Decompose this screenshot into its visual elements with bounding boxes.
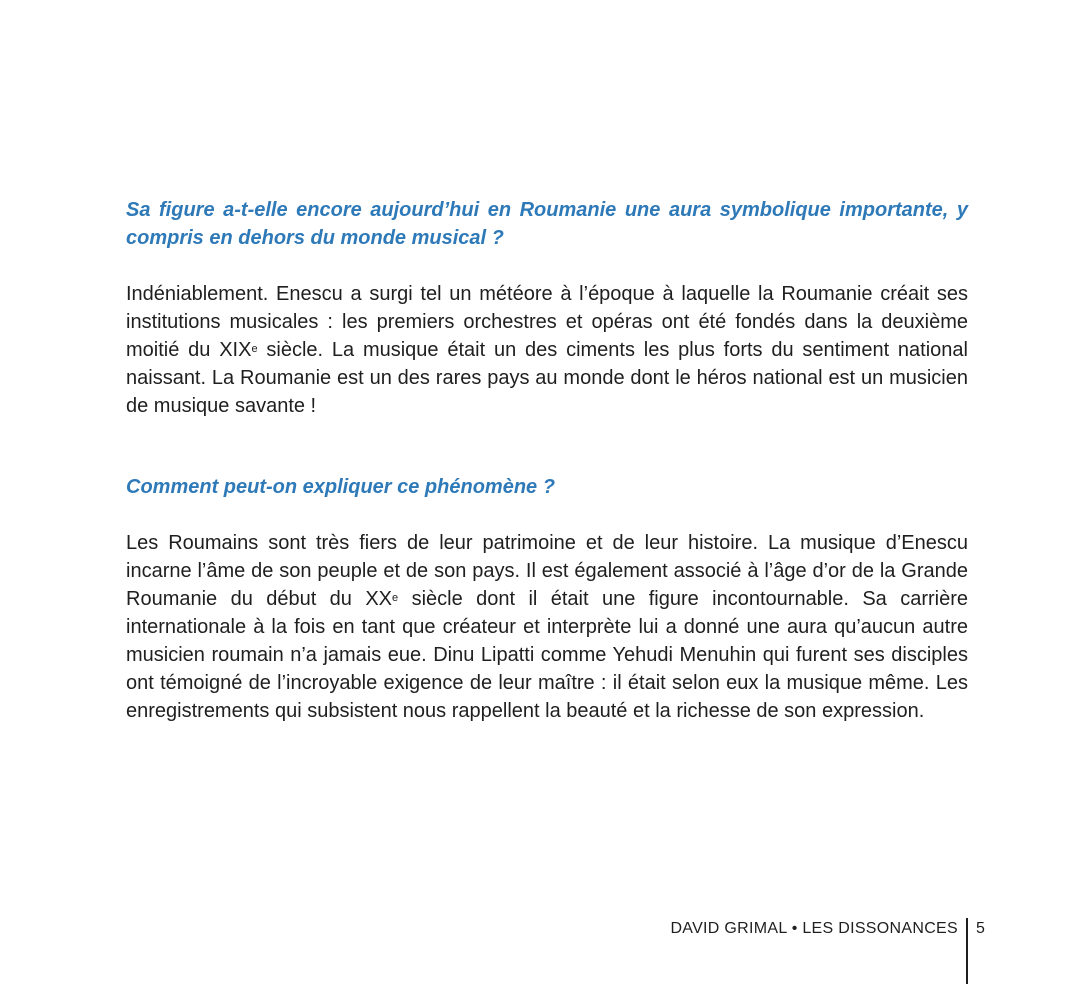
answer-2-superscript: e	[392, 592, 399, 605]
footer-divider	[966, 918, 968, 984]
answer-paragraph-2	[126, 529, 968, 725]
running-title: DAVID GRIMAL • LES DISSONANCES	[670, 920, 958, 937]
answer-paragraph-1	[126, 280, 968, 420]
question-heading-2: Comment peut-on expliquer ce phénomène ?	[126, 476, 555, 498]
page-number: 5	[976, 920, 985, 937]
page-footer	[600, 918, 968, 984]
answer-1-superscript: e	[251, 343, 258, 356]
answer-2-text-end: siècle dont il était une figure incontournable. Sa carrière internationale à la fois en tant que créateur et interprète lui a donné une aura qu’aucun autre musicien roumain n’a jamais eue. Dinu Lipatti comme Yehudi Menuhin qui furent ses disciples ont témoigné de l’incroyable exigence de leur maître : il était selon eux la musique même. Les enregistrements qui subsistent nous rappellent la beauté et la richesse de son expression.	[126, 588, 969, 722]
question-heading-1: Sa figure a-t-elle encore aujourd’hui en Roumanie une aura symbolique importante, y compris en dehors du monde musical ?	[126, 199, 968, 249]
answer-1-text-start: Indéniablement. Enescu a surgi tel un météore à l’époque à laquelle la Roumanie créait ses institutions musicales : les premiers orchestres et opéras ont été fondés dans la deuxième moitié du XIX	[126, 283, 968, 361]
answer-2-text-start: Les Roumains sont très fiers de leur patrimoine et de leur histoire. La musique d’Enescu incarne l’âme de son peuple et de son pays. Il est également associé à l’âge d’or de la Grande Roumanie du début du XX	[126, 532, 968, 610]
answer-1-text-end: siècle. La musique était un des ciments les plus forts du sentiment national naissant. La Roumanie est un des rares pays au monde dont le héros national est un musicien de musique savante !	[126, 339, 968, 417]
